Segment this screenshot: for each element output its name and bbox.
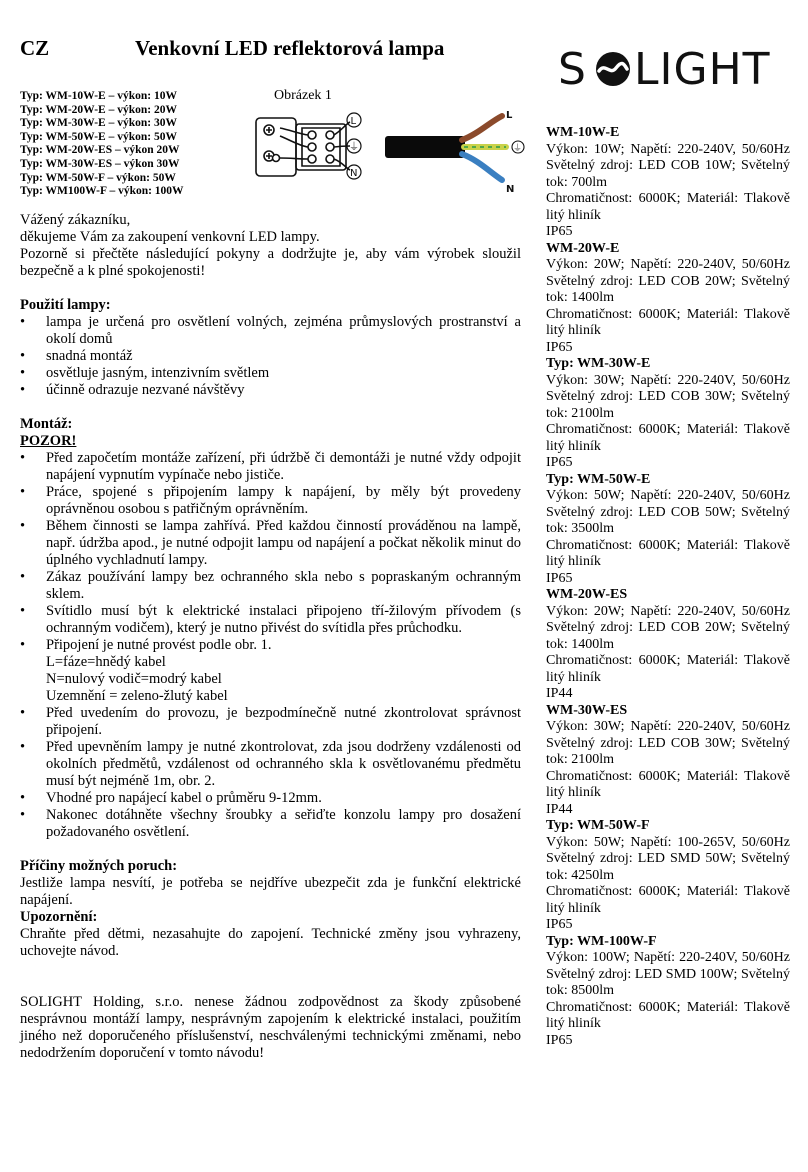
wire-blue: N=nulový vodič=modrý kabel <box>46 671 222 687</box>
warning-heading: POZOR! <box>20 433 77 449</box>
type-item: Typ: WM-50W-E – výkon: 50W <box>20 130 177 143</box>
wiring-diagram <box>250 106 540 206</box>
faults-text: Jestliže lampa nesvítí, je potřeba se nejdříve ubezpečit zda je funkční elektrické napájení. <box>20 875 521 908</box>
language-code: CZ <box>20 36 50 60</box>
spec-desc: Výkon: 10W; Napětí: 220-240V, 50/60Hz Světelný zdroj: LED COB 10W; Světelný tok: 700lm <box>546 141 790 190</box>
spec-ip: IP44 <box>546 686 573 701</box>
faults-heading: Příčiny možných poruch: <box>20 858 178 874</box>
spec-chroma: Chromatičnost: 6000K; Materiál: Tlakově litý hliník <box>546 191 790 223</box>
list-item: • snadná montáž <box>20 348 521 365</box>
list-item: • Vhodné pro napájecí kabel o průměru 9-12mm. <box>20 790 521 807</box>
type-item: Typ: WM-30W-ES – výkon 30W <box>20 157 180 170</box>
spec-name: Typ: WM-50W-F <box>546 818 650 833</box>
spec-ip: IP65 <box>546 339 573 355</box>
spec-name: WM-10W-E <box>546 125 620 140</box>
greeting: Vážený zákazníku, <box>20 212 131 228</box>
type-item: Typ: WM100W-F – výkon: 100W <box>20 185 184 198</box>
type-item: Typ: WM-20W-ES – výkon 20W <box>20 144 180 157</box>
terminal-block <box>256 118 350 176</box>
type-item: Typ: WM-30W-E – výkon: 30W <box>20 117 177 130</box>
logo-o-icon <box>596 52 630 86</box>
notice-text: Chraňte před dětmi, nezasahujte do zapojení. Technické změny jsou vyhrazeny, uchovejte návod. <box>20 926 521 959</box>
terminal-label-l: L <box>350 116 357 127</box>
list-item-connection <box>20 637 521 705</box>
spec-desc: Výkon: 50W; Napětí: 100-265V, 50/60Hz Světelný zdroj: LED SMD 50W; Světelný tok: 4250lm <box>546 834 790 883</box>
spec-chroma: Chromatičnost: 6000K; Materiál: Tlakově litý hliník <box>546 537 790 569</box>
list-item: • Práce, spojené s připojením lampy k napájení, by měly být provedeny oprávněnou osobou s patřičným oprávněním. <box>20 484 521 518</box>
specs-column <box>546 125 790 1049</box>
terminal-label-n: N <box>350 168 358 179</box>
usage-list <box>20 314 521 399</box>
spec-desc: Výkon: 20W; Napětí: 220-240V, 50/60Hz Světelný zdroj: LED COB 20W; Světelný tok: 1400lm <box>546 603 790 652</box>
list-item: • lampa je určená pro osvětlení volných, zejména průmyslových prostranství a okolí domů <box>20 314 521 348</box>
svg-text:S: S <box>558 44 587 95</box>
list-item: • Během činnosti se lampa zahřívá. Před každou činností prováděnou na lampě, např. údržba apod., je nutné odpojit lampu od napájení a počkat několik minut do úplného vychladnutí lampy. <box>20 518 521 569</box>
mounting-heading: Montáž: <box>20 416 73 432</box>
spec-block <box>546 125 790 241</box>
instructions-column <box>20 212 521 1062</box>
spec-chroma: Chromatičnost: 6000K; Materiál: Tlakově litý hliník <box>546 653 790 685</box>
spec-ip: IP44 <box>546 801 573 817</box>
cable-label-earth: ⏚ <box>513 144 523 154</box>
spec-block <box>546 818 790 934</box>
type-item: Typ: WM-50W-F – výkon: 50W <box>20 171 176 184</box>
spec-ip: IP65 <box>546 224 573 239</box>
spec-desc: Výkon: 20W; Napětí: 220-240V, 50/60Hz Světelný zdroj: LED COB 20W; Světelný tok: 1400lm <box>546 257 790 305</box>
list-item: • Před započetím montáže zařízení, při údržbě či demontáži je nutné vždy odpojit napájení vypnutím vypínače nebo jističe. <box>20 450 521 484</box>
spec-ip: IP65 <box>546 1032 573 1048</box>
usage-heading: Použití lampy: <box>20 297 111 313</box>
spec-block <box>546 934 790 1050</box>
mounting-list <box>20 450 521 841</box>
spec-block <box>546 472 790 588</box>
spec-name: Typ: WM-30W-E <box>546 356 651 371</box>
notice-heading: Upozornění: <box>20 909 98 925</box>
spec-desc: Výkon: 30W; Napětí: 220-240V, 50/60Hz Světelný zdroj: LED COB 30W; Světelný tok: 2100lm <box>546 719 790 767</box>
cable-label-n: N <box>506 184 515 195</box>
page-title: Venkovní LED reflektorová lampa <box>135 36 445 60</box>
spec-ip: IP65 <box>546 455 573 470</box>
wire-earth: Uzemnění = zeleno-žlutý kabel <box>46 688 228 704</box>
spec-chroma: Chromatičnost: 6000K; Materiál: Tlakově litý hliník <box>546 306 790 338</box>
spec-ip: IP65 <box>546 917 573 932</box>
type-list <box>20 90 184 199</box>
spec-chroma: Chromatičnost: 6000K; Materiál: Tlakově litý hliník <box>546 768 790 800</box>
solight-logo <box>558 40 780 98</box>
list-item: • Před upevněním lampy je nutné zkontrolovat, zda jsou dodrženy vzdálenosti od okolních předmětů, vzdálenost od ochranného skla k osvětlovanému předmětu musí být nejméně 1m, obr. 2. <box>20 739 521 790</box>
spec-ip: IP65 <box>546 570 573 586</box>
spec-name: WM-20W-ES <box>546 587 628 602</box>
spec-block <box>546 703 790 819</box>
type-item: Typ: WM-20W-E – výkon: 20W <box>20 103 177 116</box>
spec-chroma: Chromatičnost: 6000K; Materiál: Tlakově litý hliník <box>546 884 790 916</box>
spec-block <box>546 587 790 703</box>
connection-text: • Připojení je nutné provést podle obr. 1. <box>46 637 272 653</box>
spec-desc: Výkon: 100W; Napětí: 220-240V, 50/60Hz Světelný zdroj: LED SMD 100W; Světelný tok: 8500lm <box>546 950 790 998</box>
spec-chroma: Chromatičnost: 6000K; Materiál: Tlakově litý hliník <box>546 999 790 1031</box>
spec-name: WM-20W-E <box>546 240 620 256</box>
spec-name: Typ: WM-50W-E <box>546 471 651 487</box>
spec-chroma: Chromatičnost: 6000K; Materiál: Tlakově litý hliník <box>546 422 790 454</box>
list-item: • Svítidlo musí být k elektrické instalaci připojeno tří-žilovým přívodem (s ochranným vodičem), který je nutno přivést do svítidla přes průchodku. <box>20 603 521 637</box>
list-item: • osvětluje jasným, intenzivním světlem <box>20 365 521 382</box>
thanks-text: děkujeme Vám za zakoupení venkovní LED lampy. <box>20 229 320 245</box>
disclaimer: SOLIGHT Holding, s.r.o. nenese žádnou zodpovědnost za škody způsobené nesprávnou montáží lampy, nesprávným zapojením k elektrické instalaci, použitím jiného než doporučeného příslušenství, neschválenými technickými změnami, nebo nedodržením doporučení v tomto návodu! <box>20 994 521 1061</box>
cable-label-l: L <box>506 110 513 121</box>
type-item: Typ: WM-10W-E – výkon: 10W <box>20 90 177 102</box>
list-item: • Před uvedením do provozu, je bezpodmínečně nutné zkontrolovat správnost připojení. <box>20 705 521 739</box>
spec-desc: Výkon: 50W; Napětí: 220-240V, 50/60Hz Světelný zdroj: LED COB 50W; Světelný tok: 3500lm <box>546 488 790 536</box>
spec-name: WM-30W-ES <box>546 702 628 718</box>
list-item: • účinně odrazuje nezvané návštěvy <box>20 382 521 399</box>
wire-brown: L=fáze=hnědý kabel <box>46 654 166 670</box>
spec-block <box>546 356 790 472</box>
spec-name: Typ: WM-100W-F <box>546 933 657 949</box>
terminal-label-earth: ⏚ <box>349 142 359 153</box>
spec-block <box>546 241 790 357</box>
svg-text:LIGHT: LIGHT <box>634 44 771 95</box>
list-item: • Zákaz používání lampy bez ochranného skla nebo s popraskaným ochranným sklem. <box>20 569 521 603</box>
power-cable <box>385 116 506 180</box>
list-item: • Nakonec dotáhněte všechny šroubky a seřiďte konzolu lampy pro dosažení požadovaného osvětlení. <box>20 807 521 841</box>
spec-desc: Výkon: 30W; Napětí: 220-240V, 50/60Hz Světelný zdroj: LED COB 30W; Světelný tok: 2100lm <box>546 372 790 421</box>
intro-note: Pozorně si přečtěte následující pokyny a dodržujte je, aby vám výrobek sloužil bezpečně a k plné spokojenosti! <box>20 246 521 279</box>
figure-caption: Obrázek 1 <box>274 88 332 103</box>
